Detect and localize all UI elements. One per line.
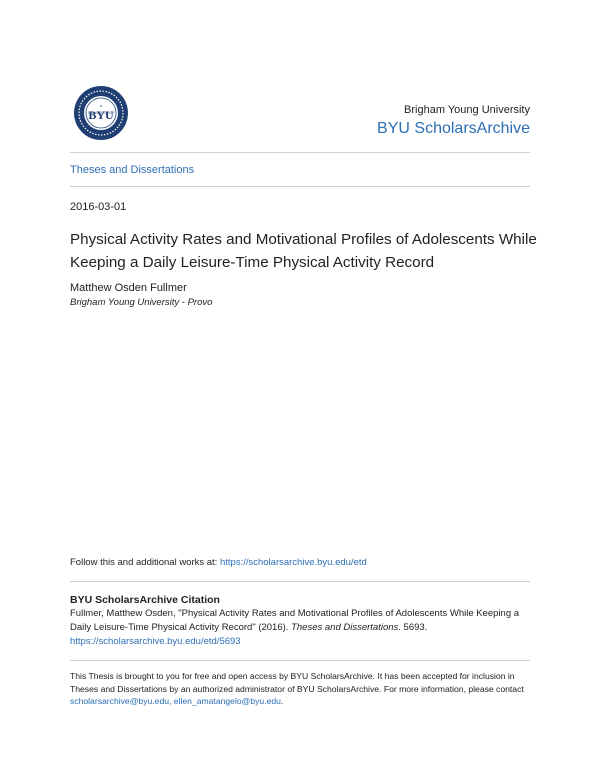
document-title: Physical Activity Rates and Motivational Profiles of Adolescents While Keeping a Daily Leisure-Time Physical Activity Record [70,231,537,271]
notice-end: . [280,696,284,706]
divider [70,660,530,661]
author-affiliation: Brigham Young University - Provo [70,297,213,308]
byu-seal-logo [73,85,129,141]
citation-series: Theses and Dissertations [291,622,399,633]
notice-text: This Thesis is brought to you for free and open access by BYU ScholarsArchive. It has been accepted for inclusion in Theses and Dissertations by an authorized administrator of BYU ScholarsArchive. For more information, please contact [70,671,524,694]
follow-text: Follow this and additional works at: [70,557,220,568]
series-link[interactable]: Theses and Dissertations [70,164,195,176]
citation-body [70,607,532,649]
institution-name: Brigham Young University [404,104,530,116]
follow-line [70,557,367,568]
access-notice [70,670,532,708]
divider [70,152,530,153]
citation-link[interactable]: https://scholarsarchive.byu.edu/etd/5693 [70,636,241,647]
svg-text:★: ★ [99,104,103,108]
citation-heading: BYU ScholarsArchive Citation [70,594,220,606]
divider [70,186,530,187]
contact-emails-link[interactable]: scholarsarchive@byu.edu, ellen_amatangelo@byu.edu [70,696,281,706]
archive-link[interactable]: BYU ScholarsArchive [377,120,530,137]
publication-date: 2016-03-01 [70,201,127,213]
follow-link[interactable]: https://scholarsarchive.byu.edu/etd [219,557,367,568]
citation-number: . 5693. [398,622,428,633]
author-name: Matthew Osden Fullmer [70,282,187,294]
citation-text: Fullmer, Matthew Osden, "Physical Activity Rates and Motivational Profiles of Adolescents While Keeping a Daily Leisure-Time Physical Activity Record" (2016). [70,608,520,633]
divider [70,581,530,582]
svg-text:BYU: BYU [88,108,114,122]
